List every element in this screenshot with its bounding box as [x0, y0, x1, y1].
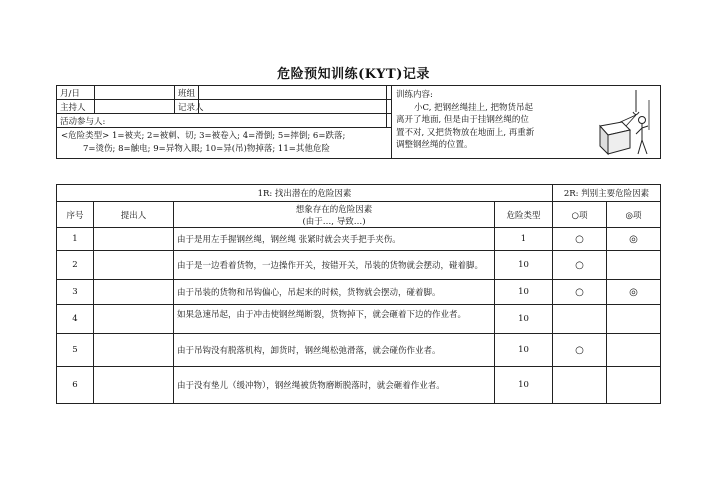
- col-header-no: 序号: [57, 202, 94, 228]
- row-circle-mark[interactable]: [553, 305, 607, 334]
- record-header-table: [56, 85, 661, 159]
- col-header-hazard-title: 想象存在的危险因素: [295, 204, 373, 215]
- row-double-circle-mark[interactable]: ◎: [607, 280, 661, 305]
- row-double-circle-mark[interactable]: [607, 367, 661, 404]
- hazard-types-line-2: 7=烫伤; 8=触电; 9=异物入眼; 10=异(吊)物掉落; 11=其他危险: [83, 144, 330, 154]
- row-no: 2: [57, 251, 94, 280]
- hazard-types-legend: [57, 128, 392, 159]
- training-description: 小C, 把钢丝绳挂上, 把物货吊起离开了地面, 但是由于挂钢丝绳的位置不对, 又把货物放在地面上, 再重新调整钢丝绳的位置。: [396, 102, 535, 150]
- row-circle-mark[interactable]: ○: [553, 334, 607, 367]
- col-header-circle: ○项: [553, 202, 607, 228]
- row-hazard: 由于吊装的货物和吊钩偏心，吊起来的时候，货物就会摆动，碰着脚。: [174, 280, 495, 305]
- row-hazard: 如果急速吊起，由于冲击使钢丝绳断裂，货物掉下，就会砸着下边的作业者。: [174, 305, 495, 334]
- row-proposer[interactable]: [94, 251, 174, 280]
- row-double-circle-mark[interactable]: [607, 305, 661, 334]
- host-field[interactable]: [95, 100, 175, 114]
- row-hazard: 由于没有垫儿（缓冲物），钢丝绳被货物磨断脱落时，就会砸着作业者。: [174, 367, 495, 404]
- participants-label: 活动参与人:: [57, 114, 387, 128]
- page-title: 危险预知训练(KYT)记录: [277, 67, 430, 82]
- training-content: [392, 86, 661, 159]
- date-label: 月/日: [57, 86, 95, 100]
- crane-hoist-worker-icon: [592, 90, 654, 160]
- row-no: 3: [57, 280, 94, 305]
- table-row: [57, 305, 661, 334]
- row-no: 4: [57, 305, 94, 334]
- recorder-field[interactable]: [199, 100, 387, 114]
- row-no: 6: [57, 367, 94, 404]
- row-type: 1: [495, 228, 553, 251]
- section-1r: 1R: 找出潜在的危险因素: [57, 185, 553, 202]
- row-double-circle-mark[interactable]: [607, 334, 661, 367]
- hazard-table: [56, 184, 661, 404]
- table-row: [57, 367, 661, 404]
- row-proposer[interactable]: [94, 367, 174, 404]
- table-row: [57, 251, 661, 280]
- col-header-proposer: 提出人: [94, 202, 174, 228]
- row-hazard: 由于吊钩没有脱落机构，卸货时，钢丝绳松弛滑落，就会碰伤作业者。: [174, 334, 495, 367]
- row-circle-mark[interactable]: ○: [553, 280, 607, 305]
- row-type: 10: [495, 280, 553, 305]
- row-proposer[interactable]: [94, 228, 174, 251]
- col-header-hazard: [174, 202, 495, 228]
- row-type: 10: [495, 334, 553, 367]
- row-circle-mark[interactable]: [553, 367, 607, 404]
- row-no: 5: [57, 334, 94, 367]
- row-circle-mark[interactable]: ○: [553, 228, 607, 251]
- row-type: 10: [495, 251, 553, 280]
- host-label: 主持人: [57, 100, 95, 114]
- row-type: 10: [495, 305, 553, 334]
- row-double-circle-mark[interactable]: [607, 251, 661, 280]
- row-type: 10: [495, 367, 553, 404]
- table-row: [57, 228, 661, 251]
- row-double-circle-mark[interactable]: ◎: [607, 228, 661, 251]
- team-label: 班组: [175, 86, 199, 100]
- recorder-label: 记录人: [175, 100, 199, 114]
- row-proposer[interactable]: [94, 305, 174, 334]
- row-no: 1: [57, 228, 94, 251]
- table-row: [57, 334, 661, 367]
- row-circle-mark[interactable]: ○: [553, 251, 607, 280]
- section-2r: 2R: 判别主要危险因素: [553, 185, 661, 202]
- col-header-double-circle: ◎项: [607, 202, 661, 228]
- hazard-types-line-1: <危险类型> 1=被夹; 2=被刺、切; 3=被卷入; 4=滑倒; 5=摔倒; 6=跌落;: [61, 131, 346, 141]
- row-hazard: 由于是一边看着货物，一边操作开关，按错开关，吊装的货物就会摆动，碰着脚。: [174, 251, 495, 280]
- row-hazard: 由于是用左手握钢丝绳，钢丝绳 张紧时就会夹手把手夹伤。: [174, 228, 495, 251]
- table-row: [57, 280, 661, 305]
- col-header-hazard-sub: (由于…, 导致…): [302, 216, 366, 227]
- row-proposer[interactable]: [94, 280, 174, 305]
- col-header-type: 危险类型: [495, 202, 553, 228]
- date-field[interactable]: [95, 86, 175, 100]
- row-proposer[interactable]: [94, 334, 174, 367]
- training-title: 训练内容:: [396, 90, 433, 100]
- team-field[interactable]: [199, 86, 387, 100]
